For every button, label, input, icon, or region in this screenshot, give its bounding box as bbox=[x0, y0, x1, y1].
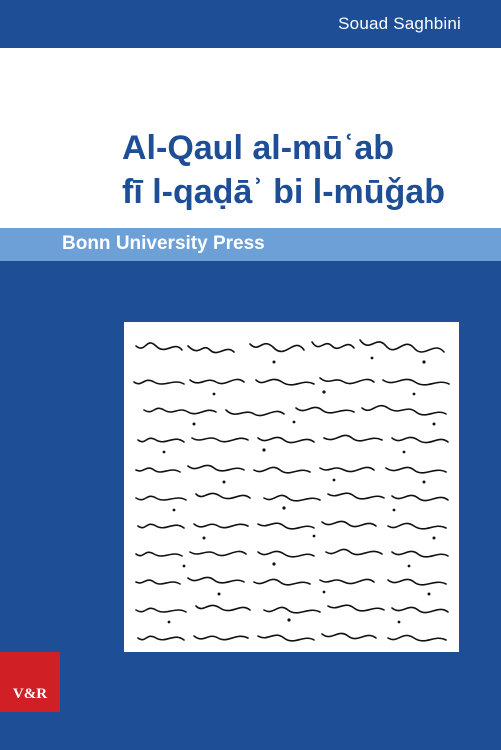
top-band bbox=[0, 0, 501, 48]
publisher-logo bbox=[0, 652, 60, 712]
publisher-logo-text: V&R bbox=[12, 686, 48, 702]
title-line-1: Al-Qaul al-mūʿab bbox=[122, 129, 395, 167]
title-line-2: fī l-qaḍāʾ bi l-mūǧab bbox=[122, 173, 445, 211]
manuscript-image bbox=[124, 322, 459, 652]
author-name: Souad Saghbini bbox=[338, 14, 461, 33]
series-name: Bonn University Press bbox=[62, 233, 265, 254]
manuscript-handwriting bbox=[124, 322, 459, 652]
series-band bbox=[0, 228, 501, 261]
book-title bbox=[122, 126, 445, 214]
